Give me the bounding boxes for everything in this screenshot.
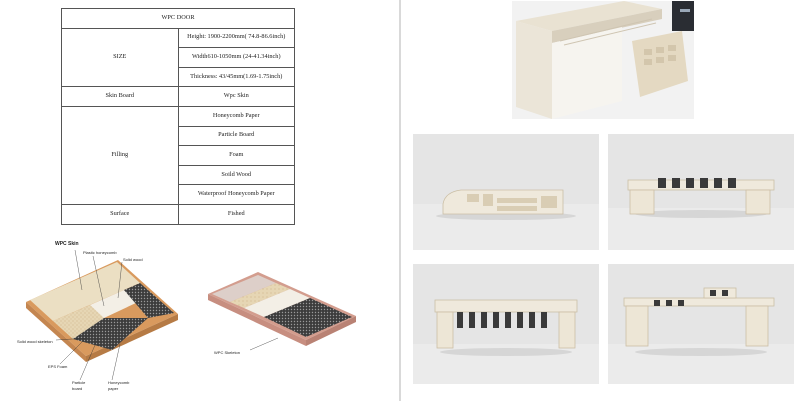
profile-photo-4	[608, 264, 794, 384]
frame-profile-photo	[512, 1, 694, 119]
profile-image-1	[413, 134, 599, 250]
label-wpc-skin: WPC Skin	[55, 241, 79, 247]
profile-photo-2	[608, 134, 794, 250]
profile-image-2	[608, 134, 794, 250]
label-honeycomb-paper-2: paper	[108, 386, 119, 391]
profile-image-3	[413, 264, 599, 384]
label-eps-foam: EPS Foam	[48, 364, 68, 369]
filling-item: Foam	[178, 146, 295, 166]
table-row	[62, 9, 295, 29]
table-title: WPC DOOR	[62, 9, 295, 29]
wpc-skeleton-drawing	[206, 272, 366, 372]
frame-profile-image	[512, 1, 694, 119]
surface-label: Surface	[62, 204, 179, 224]
profile-photo-3	[413, 264, 599, 384]
door-structure-drawing	[20, 240, 200, 400]
filling-item: Honeycomb Paper	[178, 106, 295, 126]
label-wpc-skeleton: WPC Skeleton	[214, 350, 241, 355]
width-value: Width610-1050mm (24-41.34inch)	[178, 48, 295, 68]
size-label: SIZE	[62, 28, 179, 87]
height-value: Height: 1900-2200mm( 74.8-86.6inch)	[178, 28, 295, 48]
skin-board-label: Skin Board	[62, 87, 179, 107]
right-page	[401, 0, 800, 401]
profile-photo-1	[413, 134, 599, 250]
surface-value: Fished	[178, 204, 295, 224]
filling-item: Particle Board	[178, 126, 295, 146]
filling-item: Soild Wood	[178, 165, 295, 185]
label-honeycomb-paper-1: Honeycomb	[108, 380, 130, 385]
thickness-value: Thickness: 43/45mm(1.69-1.75inch)	[178, 67, 295, 87]
filling-item: Waterproof Honeycomb Paper	[178, 185, 295, 205]
profile-image-4	[608, 264, 794, 384]
door-structure-diagram	[17, 240, 200, 400]
label-solid-wood-skeleton: Solid wood skeleton	[17, 339, 53, 344]
spec-table	[61, 8, 295, 225]
skin-board-value: Wpc Skin	[178, 87, 295, 107]
table-row	[62, 204, 295, 224]
label-solid-wood: Solid wood	[123, 257, 143, 262]
table-row	[62, 106, 295, 126]
table-row	[62, 87, 295, 107]
left-page	[0, 0, 399, 401]
label-plastic-honeycomb: Plastic honeycomb	[83, 250, 117, 255]
wpc-skeleton-diagram	[206, 272, 366, 372]
table-row	[62, 28, 295, 48]
filling-label: Filling	[62, 106, 179, 204]
label-particle-board-1: Particle	[72, 380, 86, 385]
label-particle-board-2: board	[72, 386, 83, 391]
